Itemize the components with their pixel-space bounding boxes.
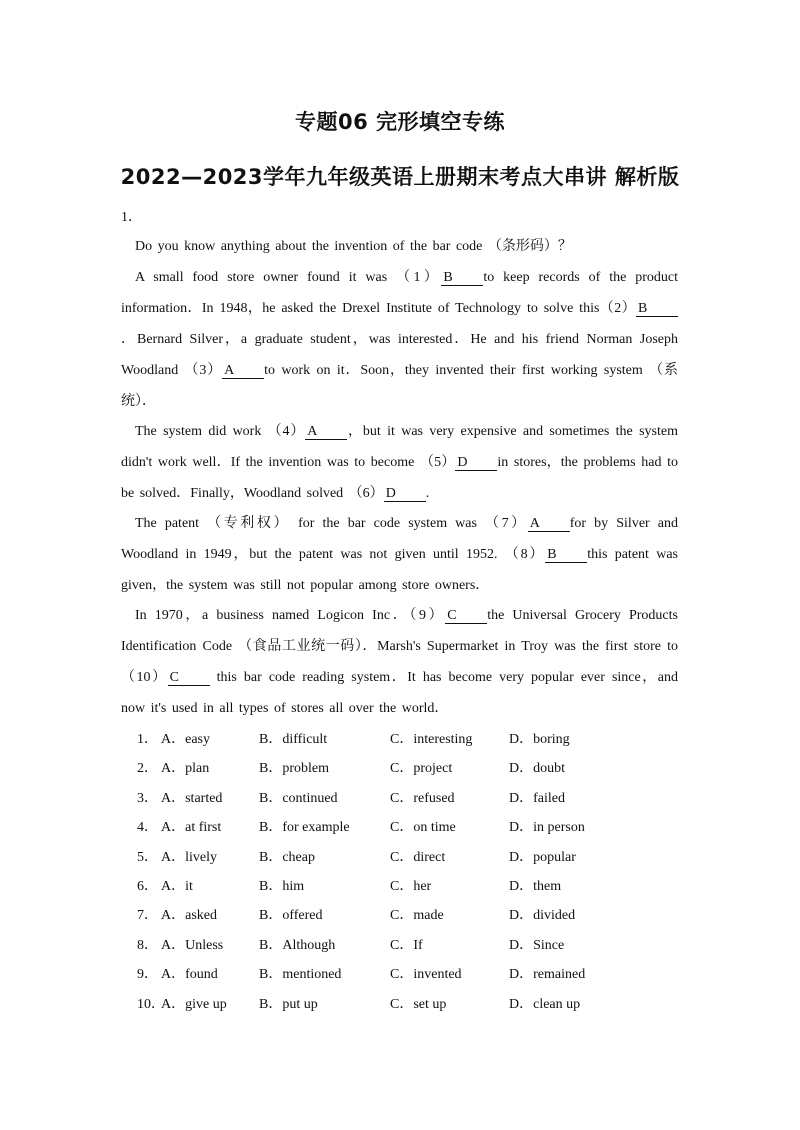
answer-blank: A (305, 425, 347, 440)
option-b: B．Although (259, 937, 336, 953)
paragraph-text: this bar code reading system．It has become very popular ever since，and now it's used in all types of stores all over the world． (121, 670, 678, 716)
paragraph-text: to work on it．Soon，they invented their first working system （系统）． (121, 363, 678, 409)
option-c: C．interesting (390, 732, 473, 747)
option-b: B．offered (259, 908, 323, 924)
option-a: A．at first (161, 820, 222, 836)
answer-blank: B (636, 302, 678, 317)
option-b: B．for example (259, 820, 350, 836)
option-a: A．started (161, 790, 223, 806)
option-number: 6． (137, 878, 158, 894)
paragraph-text: the Universal Grocery Products Identification Code （食品工业统一码）．Marsh's Supermarket in Troy was the first store to （10） (121, 608, 678, 685)
paragraph-4 (121, 508, 678, 601)
paragraph-text: in stores，the problems had to be solved．Finally，Woodland solved （6） (121, 455, 678, 501)
option-number: 10． (137, 996, 165, 1012)
option-row-5 (137, 843, 697, 872)
option-a: A．found (161, 967, 218, 983)
option-row-8 (137, 931, 697, 960)
paragraph-text: In 1970，a business named Logicon Inc．（9） (135, 608, 446, 623)
option-number: 2． (137, 761, 158, 777)
option-d: D．failed (509, 790, 565, 806)
option-b: B．put up (259, 996, 318, 1012)
option-c: C．project (390, 761, 453, 777)
paragraph-5 (121, 600, 678, 724)
option-a: A．asked (161, 908, 217, 924)
option-row-4 (137, 813, 697, 842)
option-d: D．them (509, 878, 562, 894)
option-d: D．divided (509, 908, 576, 924)
option-row-3 (137, 784, 697, 813)
option-c: C．set up (390, 996, 447, 1012)
paragraph-text: ．Bernard Silver，a graduate student，was interested．He and his friend Norman Joseph Woodland （3） (121, 332, 678, 378)
paragraph-text: The system did work （4） (135, 424, 306, 439)
answer-blank: D (455, 456, 497, 471)
paragraph-3 (121, 416, 678, 509)
option-c: C．her (390, 878, 432, 894)
option-d: D．boring (509, 732, 570, 747)
option-c: C．made (390, 908, 444, 924)
paragraph-text: A small food store owner found it was （1） (135, 270, 442, 285)
option-d: D．remained (509, 967, 586, 983)
answer-blank: D (384, 487, 426, 502)
option-row-2 (137, 754, 697, 783)
page-subtitle: 2022—2023学年九年级英语上册期末考点大串讲 解析版 (120, 165, 680, 189)
paragraph-text: for by Silver and Woodland in 1949，but the patent was not given until 1952. （8） (121, 516, 678, 562)
paragraph-text: The patent （专利权） for the bar code system was （7） (135, 516, 528, 531)
option-a: A．it (161, 878, 193, 894)
option-b: B．continued (259, 790, 338, 806)
option-b: B．him (259, 878, 305, 894)
option-number: 4． (137, 820, 158, 836)
answer-blank: A (528, 517, 570, 532)
option-row-10 (137, 990, 697, 1019)
option-number: 8． (137, 937, 158, 953)
paragraph-text: to keep records of the product information．In 1948，he asked the Drexel Institute of Technology to solve this（2） (121, 270, 678, 316)
option-b: B．difficult (259, 732, 328, 747)
answer-blank: A (222, 364, 264, 379)
option-b: B．problem (259, 761, 329, 777)
option-b: B．mentioned (259, 967, 342, 983)
question-number: 1． (121, 210, 142, 225)
paragraph-text: Do you know anything about the invention of the bar code （条形码）？ (135, 239, 572, 254)
option-number: 7． (137, 908, 158, 924)
option-a: A．give up (161, 996, 227, 1012)
option-number: 9． (137, 967, 158, 983)
option-d: D．doubt (509, 761, 565, 777)
option-row-6 (137, 872, 697, 901)
answer-blank: C (168, 671, 210, 686)
answer-blank: B (441, 271, 483, 286)
option-a: A．plan (161, 761, 210, 777)
option-b: B．cheap (259, 849, 315, 865)
option-d: D．clean up (509, 996, 581, 1012)
paragraph-text: . (425, 486, 430, 501)
option-number: 3． (137, 790, 158, 806)
option-a: A．easy (161, 732, 210, 747)
option-c: C．on time (390, 820, 456, 836)
option-d: D．Since (509, 937, 565, 953)
paragraph-1 (121, 231, 678, 262)
option-d: D．in person (509, 820, 585, 836)
page-title: 专题06 完形填空专练 (294, 110, 506, 134)
option-number: 1． (137, 732, 158, 747)
option-number: 5． (137, 849, 158, 865)
option-row-1 (137, 725, 697, 754)
paragraph-text: ，but it was very expensive and sometimes the system didn't work well．If the invention was to become （5） (121, 424, 678, 470)
answer-blank: C (445, 609, 487, 624)
option-d: D．popular (509, 849, 576, 865)
option-c: C．invented (390, 967, 462, 983)
paragraph-text: this patent was given，the system was still not popular among store owners． (121, 547, 678, 593)
option-c: C．If (390, 937, 423, 953)
answer-blank: B (545, 548, 587, 563)
option-row-7 (137, 901, 697, 930)
option-a: A．lively (161, 849, 217, 865)
options-list (137, 725, 697, 1019)
option-c: C．refused (390, 790, 455, 806)
option-c: C．direct (390, 849, 446, 865)
option-a: A．Unless (161, 937, 224, 953)
option-row-9 (137, 960, 697, 989)
paragraph-2 (121, 262, 678, 417)
